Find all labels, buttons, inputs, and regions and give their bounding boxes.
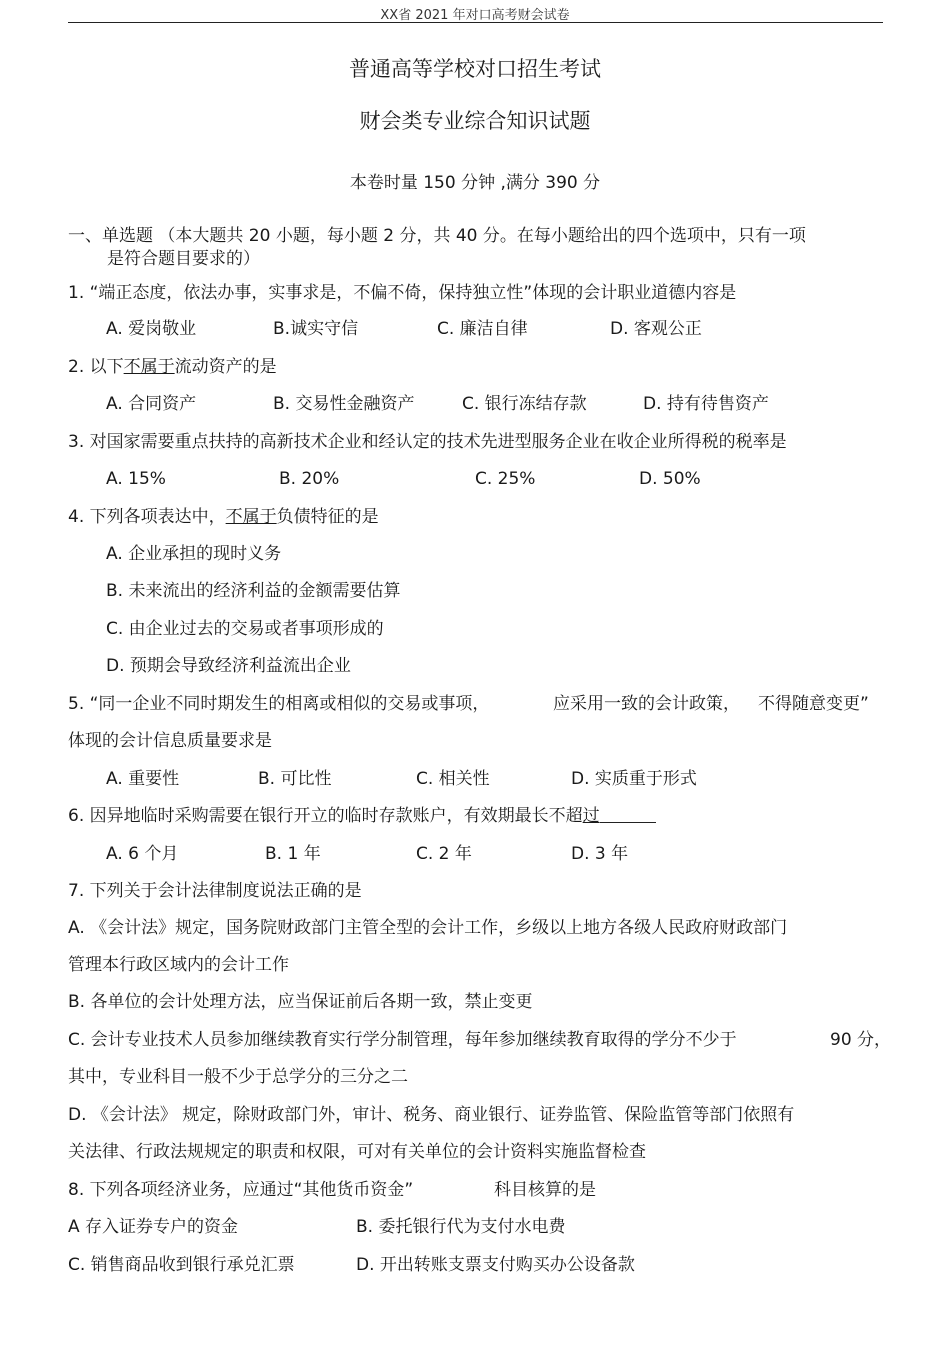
q6-option-c: C. 2 年 — [416, 844, 472, 864]
q4-option-c: C. 由企业过去的交易或者事项形成的 — [106, 619, 384, 639]
q8-option-b: B. 委托银行代为支付水电费 — [356, 1217, 566, 1237]
q4-stem-underlined: 不属于 — [225, 507, 277, 527]
exam-title: 普通高等学校对口招生考试 — [349, 57, 601, 81]
question-2-stem — [68, 356, 277, 378]
q6-option-d: D. 3 年 — [571, 844, 629, 864]
section-heading-cont: 是符合题目要求的） — [107, 249, 260, 269]
q7-option-a: A. 《会计法》规定，国务院财政部门主管全型的会计工作，乡级以上地方各级人民政府财政部门 — [68, 918, 788, 938]
header-divider — [68, 22, 883, 23]
q8-option-a: A 存入证券专户的资金 — [68, 1217, 239, 1237]
q2-stem-underlined: 不属于 — [123, 357, 175, 377]
q3-option-b: B. 20% — [279, 469, 340, 489]
page-header: XX省 2021 年对口高考财会试卷 — [380, 8, 570, 23]
q2-stem-pre: 2. 以下 — [68, 357, 124, 377]
q2-option-d: D. 持有待售资产 — [643, 394, 769, 414]
q7-option-d-cont: 关法律、行政法规规定的职责和权限，可对有关单位的会计资料实施监督检查 — [68, 1142, 646, 1162]
q7-option-a-cont: 管理本行政区域内的会计工作 — [68, 955, 289, 975]
section-heading: 一、单选题 （本大题共 20 小题，每小题 2 分，共 40 分。在每小题给出的四个选项中，只有一项 — [68, 226, 806, 246]
q4-option-b: B. 未来流出的经济利益的金额需要估算 — [106, 581, 401, 601]
q6-stem-underlined: 过 — [582, 806, 600, 826]
q1-option-c: C. 廉洁自律 — [437, 319, 528, 339]
q1-option-b: B.诚实守信 — [273, 319, 359, 339]
question-5-stem-part1: 5. “同一企业不同时期发生的相离或相似的交易或事项， — [68, 694, 490, 714]
question-6-stem — [68, 805, 656, 827]
question-5-stem-part2: 应采用一致的会计政策， — [553, 694, 740, 714]
q2-stem-post: 流动资产的是 — [174, 357, 277, 377]
q5-option-d: D. 实质重于形式 — [571, 769, 697, 789]
q3-option-a: A. 15% — [106, 469, 166, 489]
q6-option-a: A. 6 个月 — [106, 844, 179, 864]
q5-option-b: B. 可比性 — [258, 769, 332, 789]
answer-blank — [600, 806, 656, 823]
q7-option-b: B. 各单位的会计处理方法，应当保证前后各期一致，禁止变更 — [68, 992, 533, 1012]
q6-stem-pre: 6. 因异地临时采购需要在银行开立的临时存款账户，有效期最长不超 — [68, 806, 583, 826]
q5-option-c: C. 相关性 — [416, 769, 490, 789]
q7-option-d: D. 《会计法》 规定，除财政部门外，审计、税务、商业银行、证券监管、保险监管等部门依照有 — [68, 1105, 795, 1125]
question-4-stem — [68, 506, 379, 528]
question-8-stem: 8. 下列各项经济业务，应通过“其他货币资金” — [68, 1180, 414, 1200]
q2-option-c: C. 银行冻结存款 — [462, 394, 587, 414]
exam-subtitle: 财会类专业综合知识试题 — [359, 109, 591, 133]
q7-option-c-score: 90 分， — [830, 1030, 892, 1050]
question-5-stem-line2: 体现的会计信息质量要求是 — [68, 731, 272, 751]
q3-option-d: D. 50% — [639, 469, 701, 489]
q8-option-c: C. 销售商品收到银行承兑汇票 — [68, 1255, 295, 1275]
question-5-stem-part3: 不得随意变更” — [758, 694, 869, 714]
q2-option-a: A. 合同资产 — [106, 394, 197, 414]
question-7-stem: 7. 下列关于会计法律制度说法正确的是 — [68, 881, 362, 901]
q7-option-c-cont: 其中，专业科目一般不少于总学分的三分之二 — [68, 1067, 408, 1087]
q7-option-c: C. 会计专业技术人员参加继续教育实行学分制管理，每年参加继续教育取得的学分不少于 — [68, 1030, 737, 1050]
q8-option-d: D. 开出转账支票支付购买办公设备款 — [356, 1255, 635, 1275]
question-8-stem-cont: 科目核算的是 — [494, 1180, 596, 1200]
q1-option-a: A. 爱岗敬业 — [106, 319, 197, 339]
q4-option-d: D. 预期会导致经济利益流出企业 — [106, 656, 351, 676]
q4-stem-pre: 4. 下列各项表达中， — [68, 507, 226, 527]
q5-option-a: A. 重要性 — [106, 769, 180, 789]
q2-option-b: B. 交易性金融资产 — [273, 394, 415, 414]
q4-option-a: A. 企业承担的现时义务 — [106, 544, 282, 564]
q3-option-c: C. 25% — [475, 469, 536, 489]
q1-option-d: D. 客观公正 — [610, 319, 702, 339]
q4-stem-post: 负债特征的是 — [276, 507, 379, 527]
question-3-stem: 3. 对国家需要重点扶持的高新技术企业和经认定的技术先进型服务企业在收企业所得税的税率是 — [68, 432, 787, 452]
q6-option-b: B. 1 年 — [265, 844, 321, 864]
exam-time-info: 本卷时量 150 分钟 ,满分 390 分 — [349, 173, 601, 193]
question-1-stem: 1. “端正态度，依法办事，实事求是，不偏不倚，保持独立性”体现的会计职业道德内容是 — [68, 283, 737, 303]
